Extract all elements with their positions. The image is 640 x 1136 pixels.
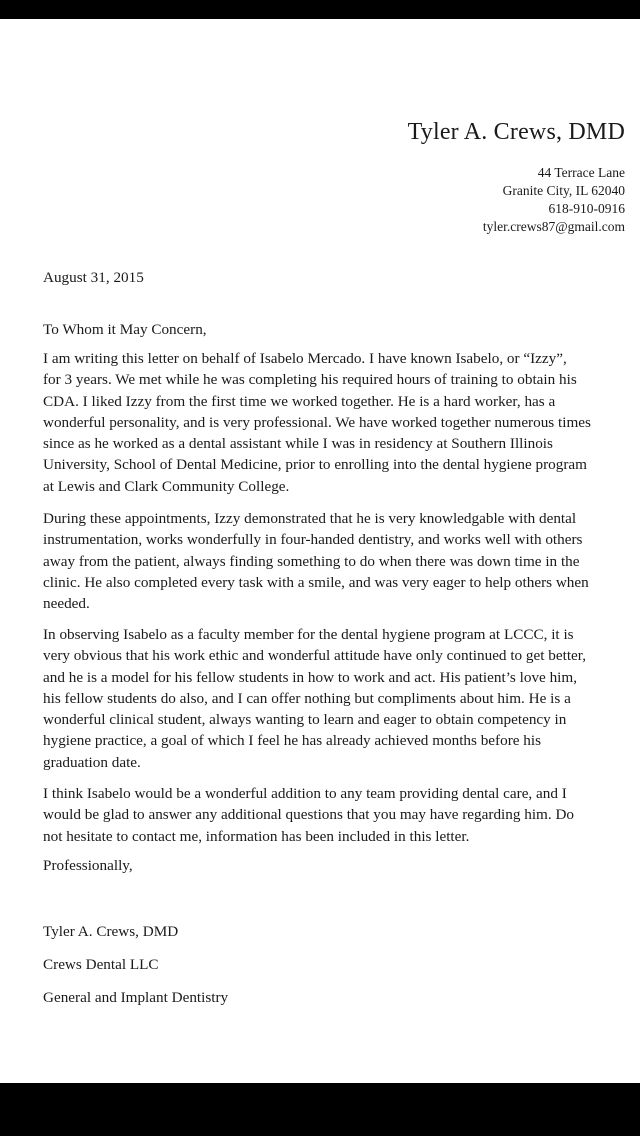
- letterhead-address-city: Granite City, IL 62040: [502, 183, 625, 198]
- paragraph-line: at Lewis and Clark Community College.: [43, 477, 290, 495]
- letter-closing: Professionally,: [43, 857, 133, 874]
- body-paragraph-4: [43, 783, 574, 847]
- body-paragraph-1: [43, 348, 591, 497]
- letterhead-address-street: 44 Terrace Lane: [537, 165, 625, 180]
- letterhead-name: Tyler A. Crews, DMD: [407, 119, 625, 145]
- paragraph-line: clinic. He also completed every task with a smile, and was very eager to help others when: [43, 573, 589, 591]
- bottom-black-bar: [0, 1083, 640, 1136]
- paragraph-line: wonderful clinical student, always wanting to learn and eager to obtain competency in: [43, 711, 567, 729]
- letterhead-phone: 618-910-0916: [548, 201, 625, 216]
- document-page[interactable]: [0, 19, 640, 1083]
- paragraph-line: I am writing this letter on behalf of Isabelo Mercado. I have known Isabelo, or “Izzy”,: [43, 350, 567, 367]
- signature-company: Crews Dental LLC: [43, 956, 159, 973]
- paragraph-line: his fellow students do also, and I can offer nothing but compliments about him. He is a: [43, 689, 571, 707]
- letter-date: August 31, 2015: [43, 269, 144, 286]
- paragraph-line: graduation date.: [43, 753, 141, 771]
- paragraph-line: During these appointments, Izzy demonstrated that he is very knowledgable with dental: [43, 510, 577, 527]
- paragraph-line: wonderful personality, and is very professional. We have worked together numerous times: [43, 413, 591, 431]
- paragraph-line: University, School of Dental Medicine, prior to enrolling into the dental hygiene program: [43, 456, 587, 474]
- paragraph-line: not hesitate to contact me, information has been included in this letter.: [43, 827, 470, 845]
- body-paragraph-2: [43, 508, 589, 614]
- paragraph-line: and he is a model for his fellow students in how to work and act. His patient’s love him,: [43, 668, 578, 686]
- paragraph-line: needed.: [43, 595, 90, 613]
- body-paragraph-3: [43, 624, 586, 773]
- paragraph-line: instrumentation, works wonderfully in four-handed dentistry, and works well with others: [43, 531, 583, 549]
- paragraph-line: I think Isabelo would be a wonderful addition to any team providing dental care, and I: [43, 785, 567, 802]
- paragraph-line: away from the patient, always finding something to do when there was down time in the: [43, 552, 580, 570]
- paragraph-line: would be glad to answer any additional questions that you may have regarding him. Do: [43, 806, 575, 824]
- top-black-bar: [0, 0, 640, 19]
- signature-specialty: General and Implant Dentistry: [43, 989, 229, 1006]
- paragraph-line: hygiene practice, a goal of which I feel he has already achieved months before his: [43, 732, 542, 750]
- paragraph-line: since as he worked as a dental assistant while I was in residency at Southern Illinois: [43, 435, 553, 453]
- paragraph-line: for 3 years. We met while he was completing his required hours of training to obtain his: [43, 371, 577, 389]
- letter-salutation: To Whom it May Concern,: [43, 321, 207, 338]
- paragraph-line: very obvious that his work ethic and wonderful attitude have only continued to get better,: [43, 647, 587, 665]
- paragraph-line: In observing Isabelo as a faculty member for the dental hygiene program at LCCC, it is: [43, 626, 574, 643]
- letterhead-email: tyler.crews87@gmail.com: [482, 219, 625, 234]
- signature-name: Tyler A. Crews, DMD: [43, 923, 179, 940]
- paragraph-line: CDA. I liked Izzy from the first time we worked together. He is a hard worker, has a: [43, 392, 556, 410]
